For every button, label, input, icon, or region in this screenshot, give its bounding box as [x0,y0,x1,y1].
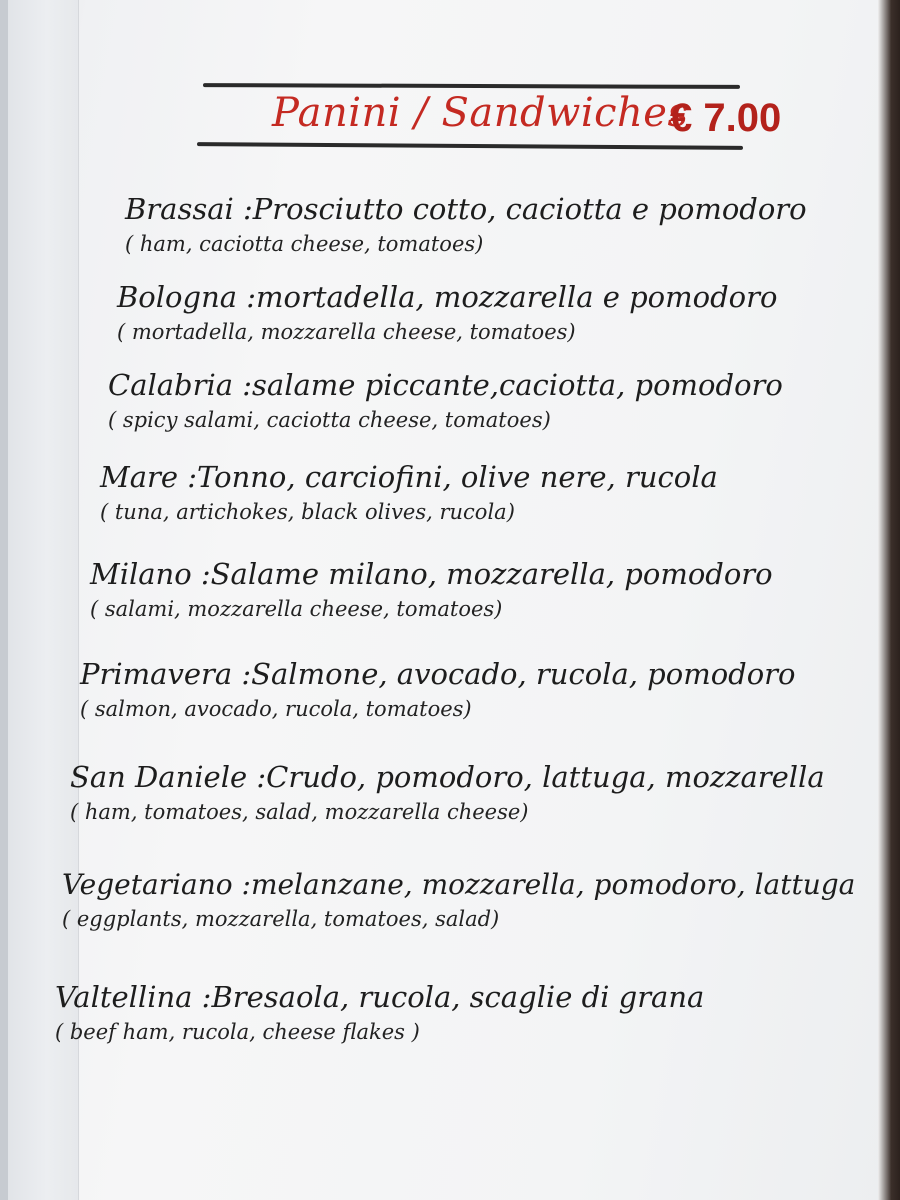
item-ingredients: salame piccante,caciotta, pomodoro [252,368,783,402]
item-name: Bologna [117,280,238,314]
item-ingredients: Bresaola, rucola, scaglie di grana [211,980,705,1014]
item-ingredients: Tonno, carciofini, olive nere, rucola [197,460,718,494]
item-translation: ( beef ham, rucola, cheese flakes ) [55,1020,420,1044]
item-translation: ( eggplants, mozzarella, tomatoes, salad) [62,907,500,931]
menu-item-mare: Mare :Tonno, carciofini, olive nere, rucola ( tuna, artichokes, black olives, rucola) [100,460,718,524]
menu-item-vegetariano: Vegetariano :melanzane, mozzarella, pomodoro, lattuga ( eggplants, mozzarella, tomatoes, salad) [62,868,856,931]
menu-item-primavera: Primavera :Salmone, avocado, rucola, pomodoro ( salmon, avocado, rucola, tomatoes) [80,657,796,721]
item-translation: ( salami, mozzarella cheese, tomatoes) [90,597,503,621]
item-translation: ( tuna, artichokes, black olives, rucola) [100,500,515,524]
menu-item-brassai: Brassai :Prosciutto cotto, caciotta e pomodoro ( ham, caciotta cheese, tomatoes) [125,192,807,256]
item-name: Primavera [80,657,233,691]
item-ingredients: Prosciutto cotto, caciotta e pomodoro [252,192,807,226]
menu-section-price: € 7.00 [670,96,782,140]
item-name: Vegetariano [62,868,233,901]
item-ingredients: melanzane, mozzarella, pomodoro, lattuga [250,868,856,901]
item-name: Calabria [108,368,234,402]
item-name: Valtellina [55,980,193,1014]
item-translation: ( ham, caciotta cheese, tomatoes) [125,232,484,256]
menu-item-san-daniele: San Daniele :Crudo, pomodoro, lattuga, mozzarella ( ham, tomatoes, salad, mozzarella cheese) [70,760,825,824]
header-rule-bottom [197,142,743,150]
menu-section-title: Panini / Sandwiches [272,90,689,136]
page-edge-right [878,0,900,1200]
item-translation: ( mortadella, mozzarella cheese, tomatoes) [117,320,576,344]
menu-item-bologna: Bologna :mortadella, mozzarella e pomodoro ( mortadella, mozzarella cheese, tomatoes) [117,280,778,344]
item-name: Mare [100,460,179,494]
item-translation: ( spicy salami, caciotta cheese, tomatoes) [108,408,551,432]
item-translation: ( salmon, avocado, rucola, tomatoes) [80,697,472,721]
page-edge-shadow [0,0,8,1200]
item-ingredients: Crudo, pomodoro, lattuga, mozzarella [266,760,825,794]
menu-item-milano: Milano :Salame milano, mozzarella, pomodoro ( salami, mozzarella cheese, tomatoes) [90,557,773,621]
item-name: San Daniele [70,760,248,794]
menu-item-calabria: Calabria :salame piccante,caciotta, pomodoro ( spicy salami, caciotta cheese, tomatoes) [108,368,783,432]
item-name: Brassai [125,192,234,226]
item-ingredients: Salame milano, mozzarella, pomodoro [210,557,773,591]
item-ingredients: mortadella, mozzarella e pomodoro [256,280,778,314]
item-name: Milano [90,557,192,591]
menu-item-valtellina: Valtellina :Bresaola, rucola, scaglie di grana ( beef ham, rucola, cheese flakes ) [55,980,705,1044]
item-translation: ( ham, tomatoes, salad, mozzarella cheese) [70,800,529,824]
item-ingredients: Salmone, avocado, rucola, pomodoro [251,657,796,691]
header-rule-top [203,83,740,89]
